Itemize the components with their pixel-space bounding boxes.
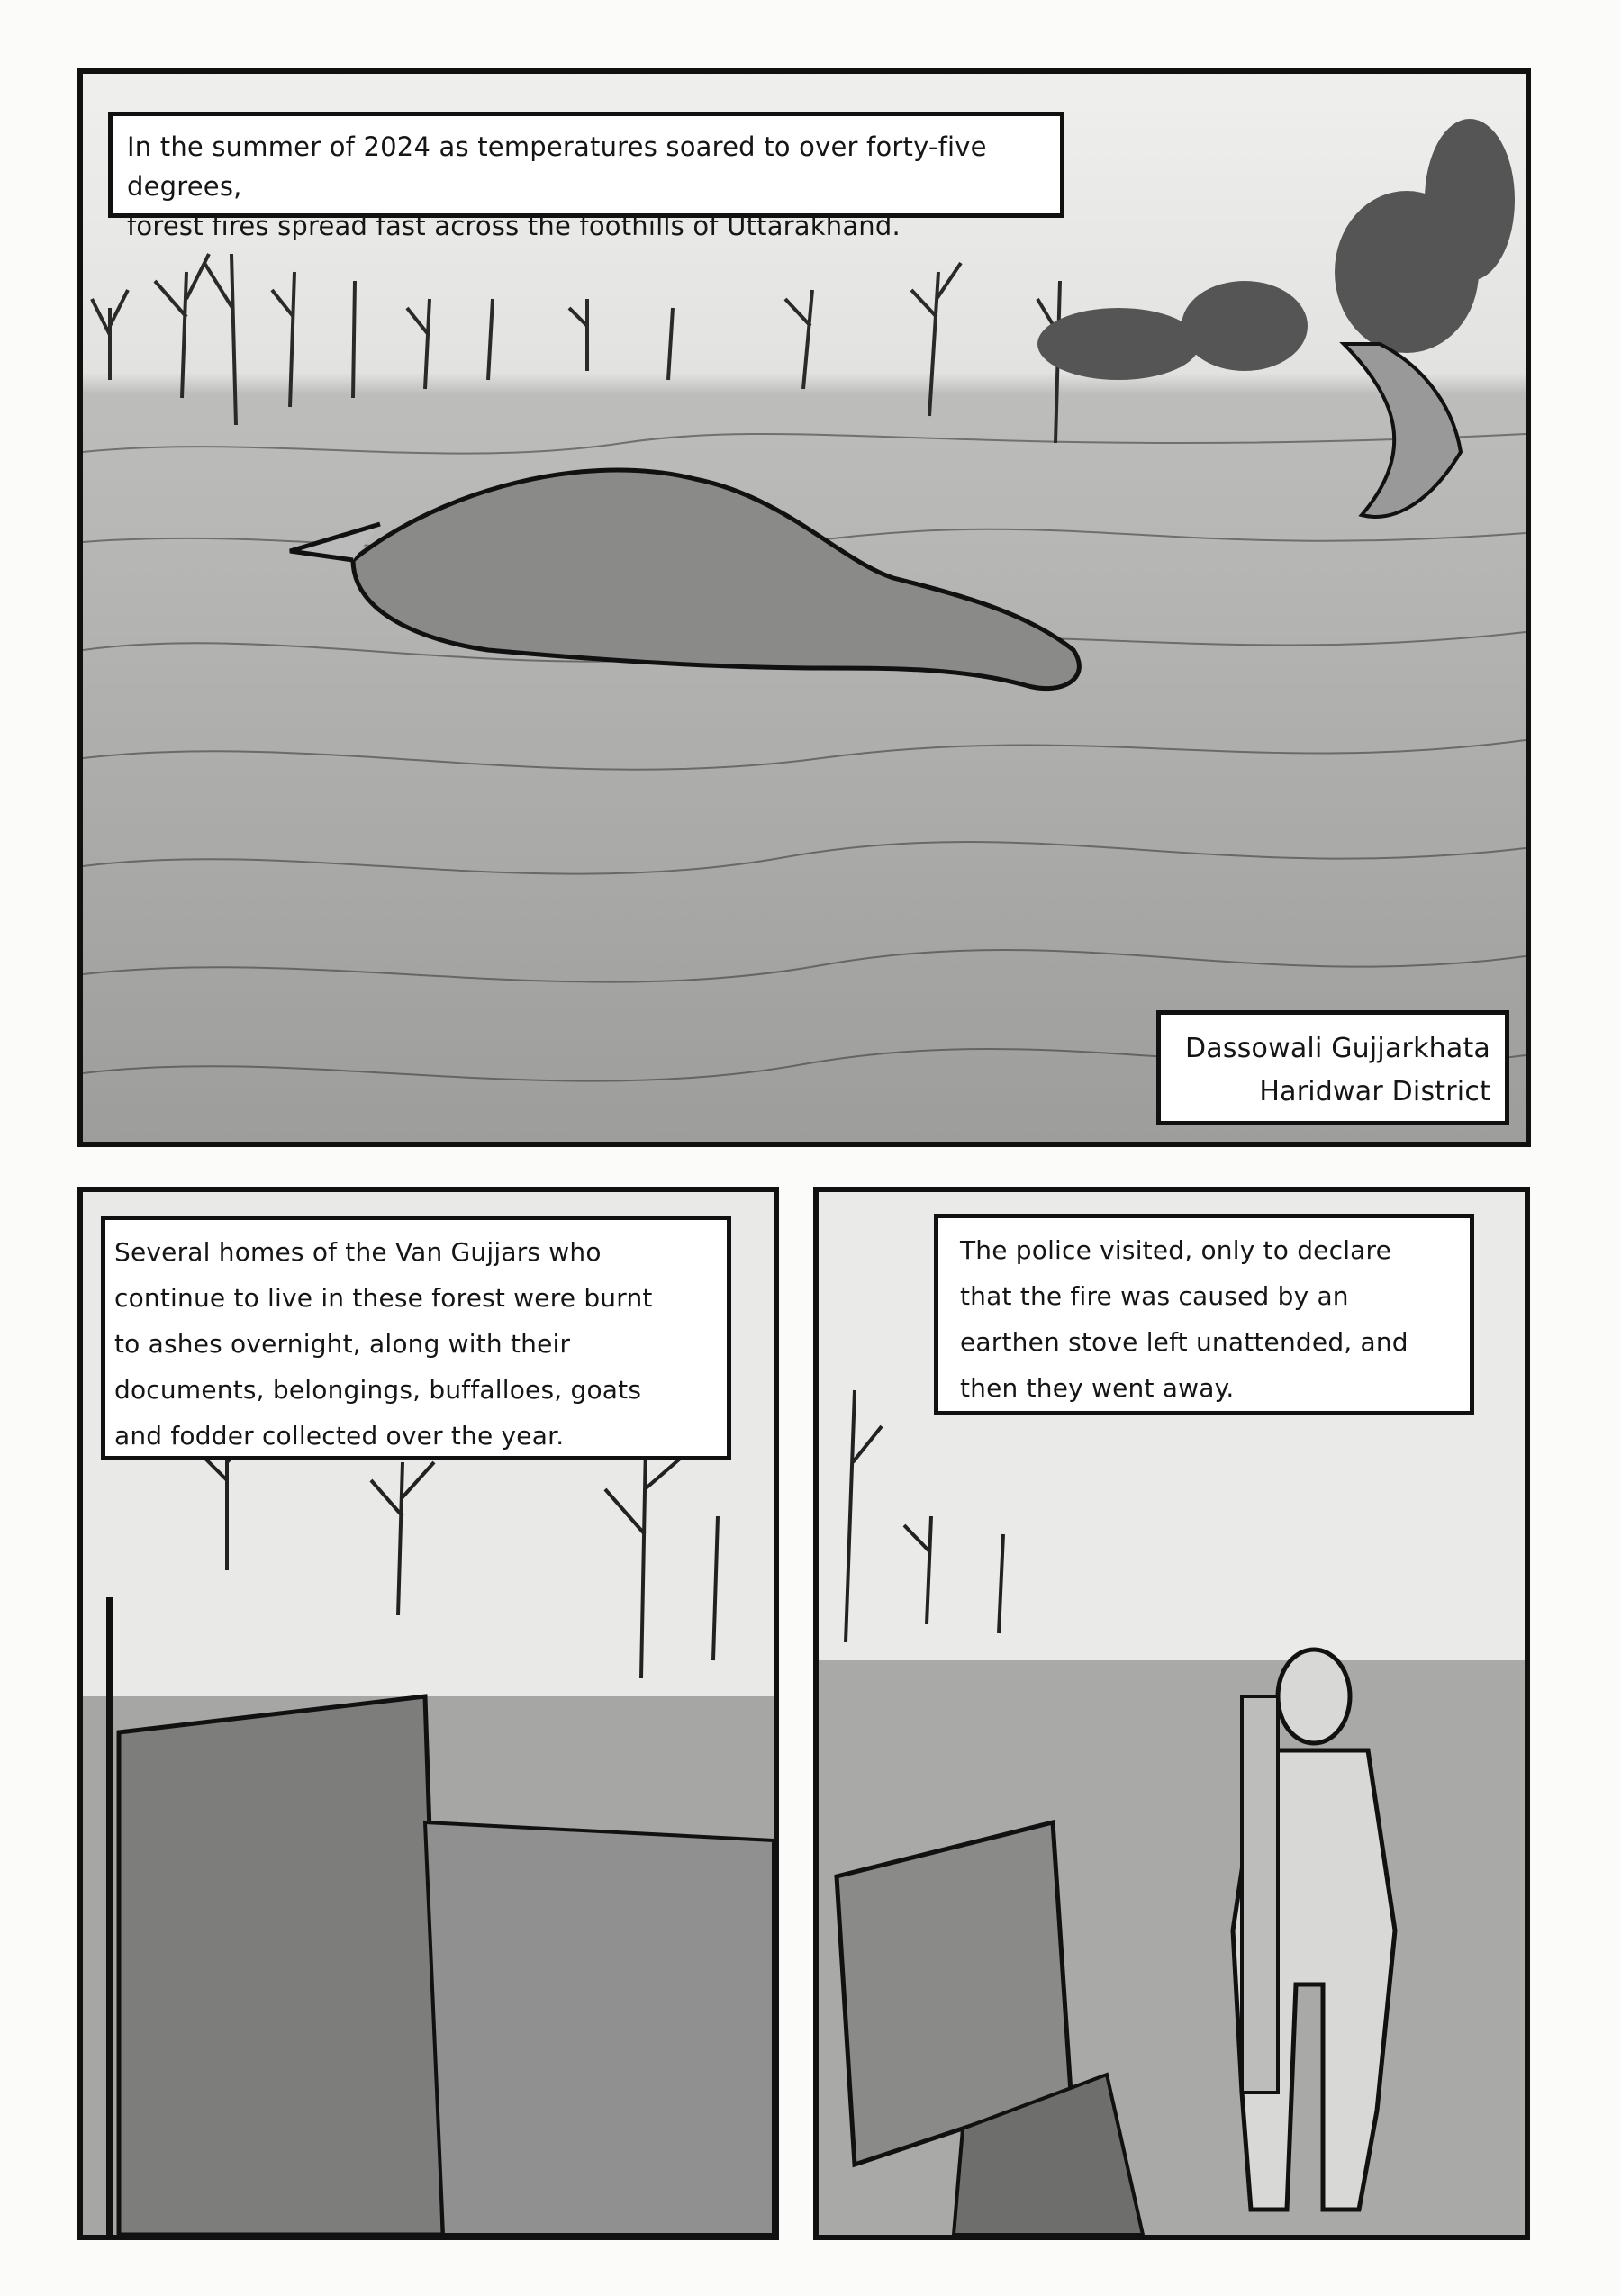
panel-police-visit [813, 1187, 1530, 2240]
panel-burnt-forest [77, 68, 1531, 1147]
location-label: Dassowali Gujjarkhata Haridwar District [1156, 1010, 1509, 1125]
caption-box: In the summer of 2024 as temperatures soared to over forty-five degrees, forest fires spread fast across the foothills of Uttarakhand. [108, 112, 1064, 218]
panel-burnt-homes [77, 1187, 779, 2240]
caption-box: The police visited, only to declare that the fire was caused by an earthen stove left unattended, and then they went away. [934, 1214, 1474, 1415]
caption-box: Several homes of the Van Gujjars who continue to live in these forest were burnt to ashes overnight, along with their documents, belongings, buffalloes, goats and fodder collected over the year. [101, 1216, 731, 1460]
